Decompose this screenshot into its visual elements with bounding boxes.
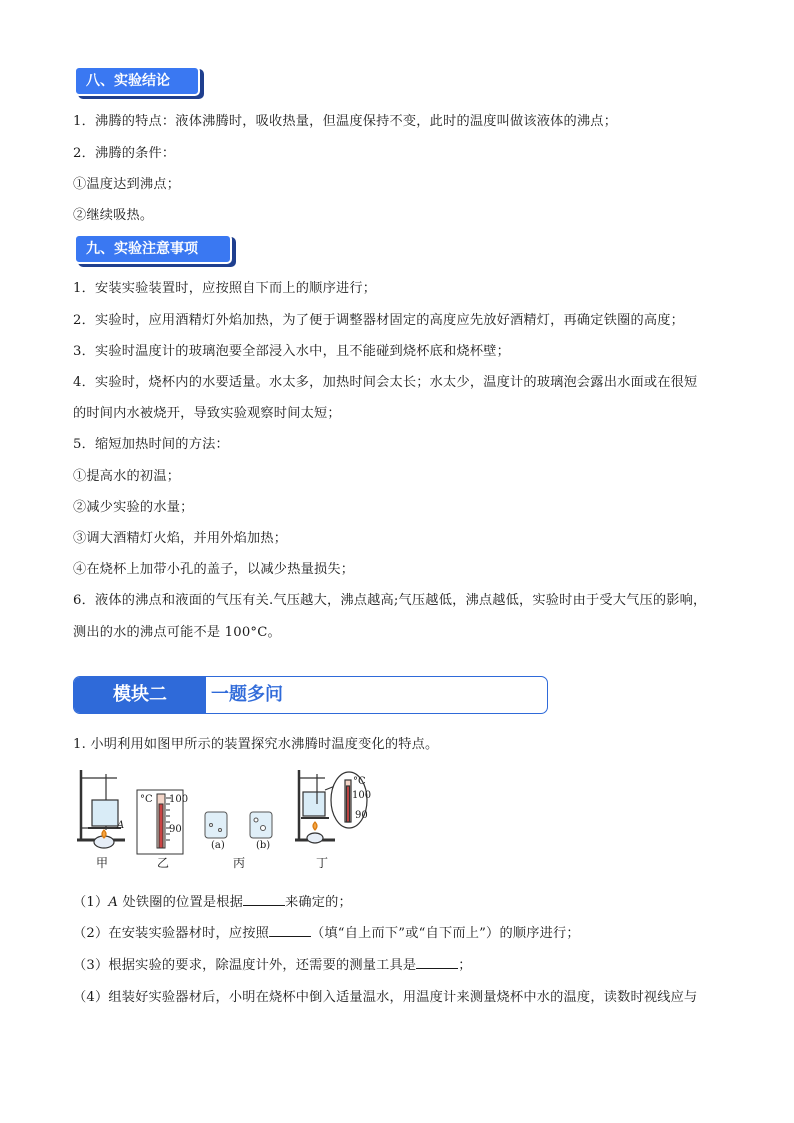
caption-yi: 乙 [157, 856, 170, 870]
precaution-line-9: ③调大酒精灯火焰，并用外焰加热； [73, 531, 288, 546]
part-1-text-b: 来确定的； [285, 895, 352, 910]
answer-blank-3[interactable] [416, 958, 458, 969]
sub-label-b: (b) [256, 840, 271, 851]
caption-jia: 甲 [96, 856, 109, 870]
question-part-3 [73, 954, 472, 973]
section-heading-conclusion: 八、实验结论 [74, 66, 200, 96]
part-4-number: （4） [73, 990, 109, 1005]
part-2-text-a: 在安装实验器材时，应按照 [108, 926, 270, 941]
therm-90-ding: 90 [355, 810, 368, 821]
conclusion-line-3: ①温度达到沸点； [73, 177, 181, 192]
module-label: 模块二 [74, 677, 206, 713]
therm-90-yi: 90 [169, 824, 182, 835]
precaution-line-1: 1．安装实验装置时，应按照自下而上的顺序进行； [73, 281, 377, 296]
question-intro: 1. 小明利用如图甲所示的装置探究水沸腾时温度变化的特点。 [73, 737, 439, 752]
precaution-line-7: ①提高水的初温； [73, 469, 181, 484]
module-banner [73, 676, 548, 714]
precaution-line-8: ②减少实验的水量； [73, 500, 194, 515]
therm-100-yi: 100 [169, 794, 189, 805]
conclusion-line-2: 2．沸腾的条件： [73, 146, 176, 161]
answer-blank-1[interactable] [243, 895, 285, 906]
part-3-number: （3） [73, 958, 109, 973]
precaution-line-10: ④在烧杯上加带小孔的盖子，以减少热量损失； [73, 562, 355, 577]
caption-ding: 丁 [316, 856, 329, 870]
part-2-text-b: （填“自上而下”或“自下而上”）的顺序进行； [311, 926, 580, 941]
precaution-line-3: 3．实验时温度计的玻璃泡要全部浸入水中，且不能碰到烧杯底和烧杯壁； [73, 344, 510, 359]
part-4-text-a: 组装好实验器材后，小明在烧杯中倒入适量温水，用温度计来测量烧杯中水的温度，读数时视线应与 [108, 990, 698, 1005]
therm-100-ding: 100 [352, 790, 372, 801]
precaution-line-2: 2．实验时，应用酒精灯外焰加热，为了便于调整器材固定的高度应先放好酒精灯，再确定铁圈的高度； [73, 313, 685, 328]
precaution-line-5: 的时间内水被烧开，导致实验观察时间太短； [73, 406, 341, 421]
part-1-text-a: 处铁圈的位置是根据 [118, 895, 243, 910]
conclusion-line-4: ②继续吸热。 [73, 208, 154, 223]
section-heading-precautions: 九、实验注意事项 [74, 234, 232, 264]
part-2-number: （2） [73, 926, 109, 941]
label-a: A [117, 820, 125, 831]
beakers-bing-drawing [205, 812, 272, 838]
part-3-text-a: 根据实验的要求，除温度计外，还需要的测量工具是 [108, 958, 417, 973]
precaution-line-12: 测出的水的沸点可能不是 100°C。 [73, 625, 281, 640]
apparatus-jia-drawing [77, 770, 125, 848]
conclusion-line-1: 1．沸腾的特点：液体沸腾时，吸收热量，但温度保持不变，此时的温度叫做该液体的沸点； [73, 114, 618, 129]
sub-label-a: (a) [211, 840, 225, 851]
part-1-number: （1） [73, 895, 109, 910]
precaution-line-4: 4．实验时，烧杯内的水要适量。水太多，加热时间会太长；水太少，温度计的玻璃泡会露出水面或在很短 [73, 375, 698, 390]
module-title: 一题多问 [211, 684, 283, 705]
caption-bing: 丙 [233, 856, 246, 870]
precaution-line-11: 6．液体的沸点和液面的气压有关.气压越大，沸点越高;气压越低，沸点越低，实验时由于受大气压的影响， [73, 593, 707, 608]
question-part-1 [73, 891, 352, 910]
question-part-2 [73, 922, 580, 941]
answer-blank-2[interactable] [269, 926, 311, 937]
therm-unit-ding: °C [353, 776, 366, 787]
precaution-line-6: 5．缩短加热时间的方法： [73, 437, 229, 452]
part-1-italic: A [108, 895, 119, 910]
question-part-4 [73, 986, 697, 1005]
therm-unit-yi: °C [140, 794, 153, 805]
part-3-text-b: ； [458, 958, 472, 973]
experiment-figure [73, 770, 383, 870]
